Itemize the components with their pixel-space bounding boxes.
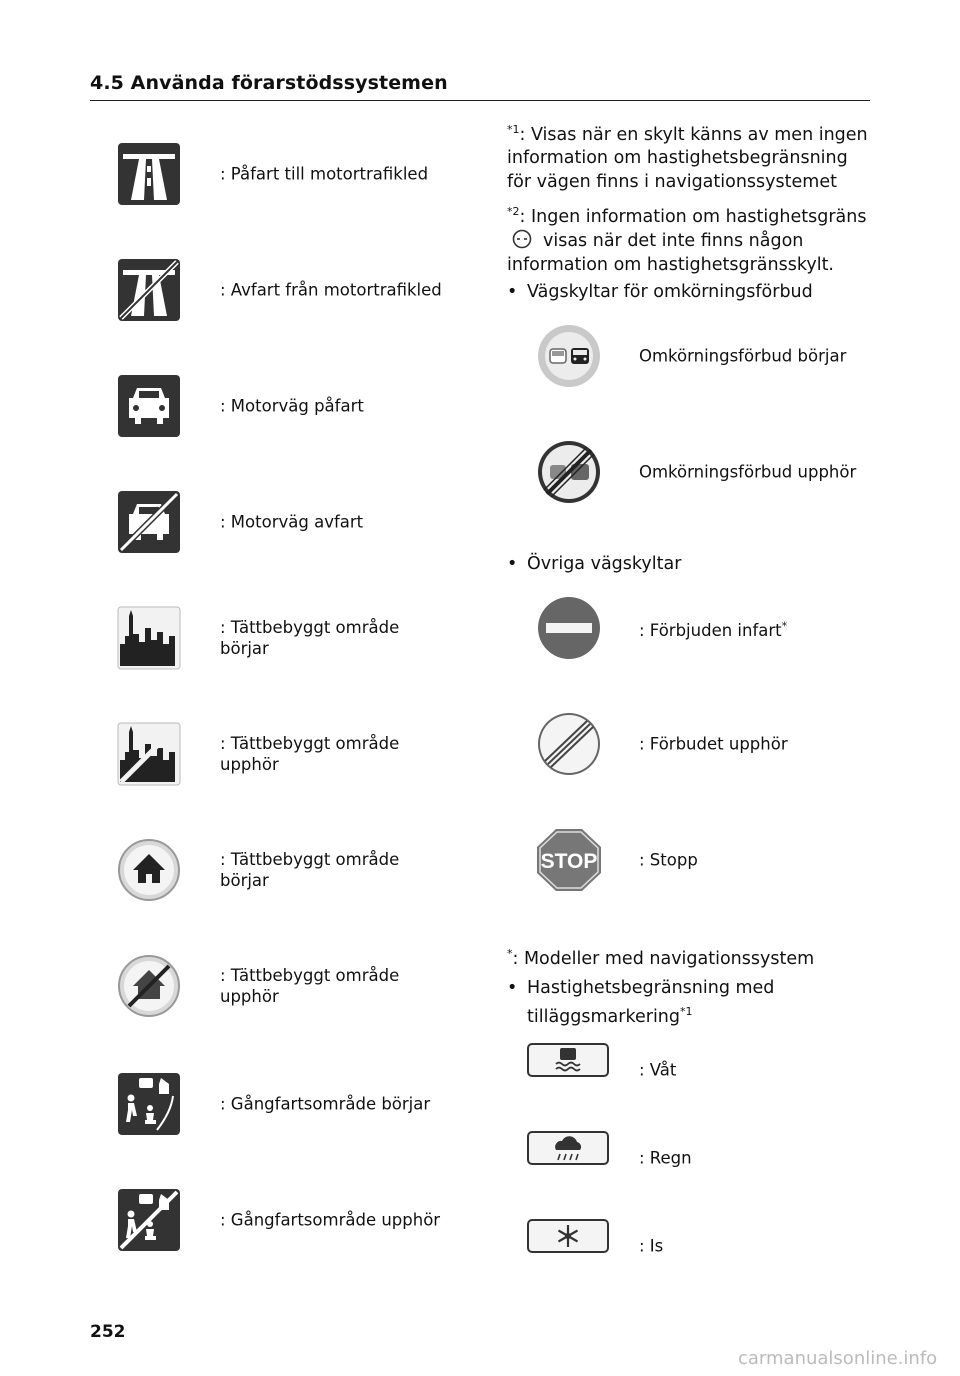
sign-label: : Motorväg påfart [220, 396, 364, 416]
sign-row [117, 374, 457, 438]
sign-row [117, 606, 457, 670]
sign-label: : Våt [639, 1060, 677, 1080]
stop-sign-icon [534, 828, 604, 892]
sign-row [117, 722, 457, 786]
section-heading: Hastighetsbegränsning med tilläggsmarkering [527, 978, 775, 1027]
sign-label: : Stopp [639, 850, 698, 870]
motorway-start-icon [117, 142, 181, 206]
bullet-supplementary: • Hastighetsbegränsning med tilläggsmarkering$^{*1}$ [507, 978, 775, 1027]
end-of-restriction-icon [534, 712, 604, 776]
pedestrian-zone-end-icon [117, 1188, 181, 1252]
bullet-other: • Övriga vägskyltar [507, 552, 867, 576]
sign-row [534, 828, 874, 892]
sign-row [534, 1214, 874, 1278]
built-up-area-round-start-icon [117, 838, 181, 902]
footnote-mark: * [507, 947, 513, 960]
section-heading: Vägskyltar för omkörningsförbud [527, 282, 813, 302]
rain-icon [526, 1126, 610, 1190]
footnote-mark: *2 [507, 205, 520, 218]
footnote-2 [507, 200, 877, 277]
sign-label: : Gångfartsområde upphör [220, 1210, 441, 1230]
sign-label: : Tättbebyggt område börjar [220, 618, 400, 658]
sign-label: : Motorväg avfart [220, 512, 364, 532]
sign-label: : Tättbebyggt område upphör [220, 966, 400, 1006]
built-up-area-start-icon [117, 606, 181, 670]
footnote-text: : Visas när en skylt känns av men ingen information om hastighetsbegränsning för vägen finns i navigationssystemet [507, 124, 868, 192]
sign-row [534, 440, 874, 504]
sign-label: Omkörningsförbud upphör [639, 462, 857, 482]
sign-row [534, 324, 874, 388]
sign-label: : Tättbebyggt område upphör [220, 734, 400, 774]
navigation-note [507, 942, 877, 971]
sign-row [117, 258, 457, 322]
stop-text: STOP [540, 850, 598, 873]
sign-label: : Förbudet upphör [639, 734, 788, 754]
watermark: carmanualsonline.info [738, 1348, 938, 1369]
sign-row [534, 596, 874, 660]
section-heading: Övriga vägskyltar [527, 554, 682, 574]
sign-label: : Tättbebyggt område börjar [220, 850, 400, 890]
sign-row [117, 142, 457, 206]
car-road-end-icon [117, 490, 181, 554]
motorway-end-icon [117, 258, 181, 322]
no-overtaking-start-icon [534, 324, 604, 388]
sign-label: : Regn [639, 1148, 692, 1168]
footnote-1 [507, 118, 877, 194]
sign-row [117, 490, 457, 554]
footnote-mark: * [781, 619, 788, 633]
no-overtaking-end-icon [534, 440, 604, 504]
sign-row [117, 838, 457, 902]
sign-label: : Gångfartsområde börjar [220, 1094, 431, 1114]
page-header [90, 72, 870, 101]
footnote-text: : Ingen information om hastighetsgräns [519, 206, 867, 227]
sign-row [117, 1188, 457, 1252]
bullet-overtaking: • Vägskyltar för omkörningsförbud [507, 280, 867, 304]
sign-label: : Is [639, 1236, 664, 1256]
built-up-area-end-icon [117, 722, 181, 786]
sign-row [534, 712, 874, 776]
wet-road-icon [526, 1038, 610, 1102]
sign-row [117, 954, 457, 1018]
built-up-area-round-end-icon [117, 954, 181, 1018]
sign-label: Omkörningsförbud börjar [639, 346, 847, 366]
no-entry-icon [534, 596, 604, 660]
sign-row [534, 1038, 874, 1102]
sign-label: : Förbjuden infart* [639, 619, 788, 640]
no-speed-info-icon [509, 229, 535, 249]
footnote-mark: *1 [680, 1005, 693, 1018]
sign-row [117, 1072, 457, 1136]
footnote-text: : Modeller med navigationssystem [512, 948, 815, 969]
pedestrian-zone-start-icon [117, 1072, 181, 1136]
sign-row [534, 1126, 874, 1190]
page-number: 252 [90, 1322, 126, 1342]
page-title: 4.5 Använda förarstödssystemen [90, 72, 448, 94]
car-road-start-icon [117, 374, 181, 438]
sign-label: : Avfart från motortrafikled [220, 280, 442, 300]
footnote-text: visas när det inte finns någon information om hastighetsgränsskylt. [507, 231, 834, 275]
footnote-mark: *1 [507, 123, 520, 136]
ice-icon [526, 1214, 610, 1278]
sign-label: : Påfart till motortrafikled [220, 164, 429, 184]
